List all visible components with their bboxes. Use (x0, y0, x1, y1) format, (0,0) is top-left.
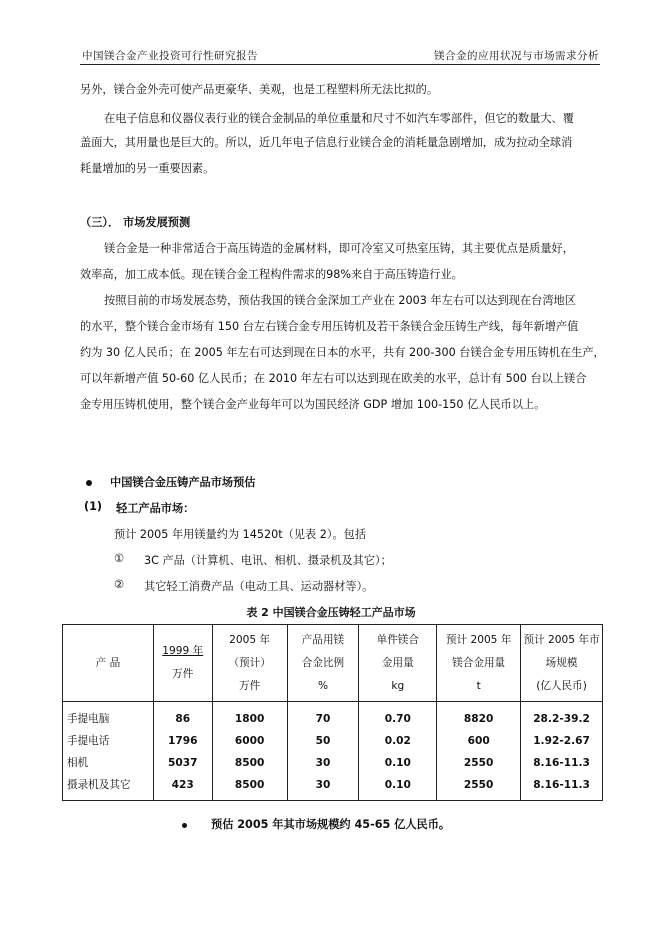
table-cell: 5037 (153, 752, 212, 774)
table-cell: 0.70 (359, 702, 437, 731)
header-rule (80, 64, 600, 65)
table-cell: 70 (287, 702, 359, 731)
table-cell: 2550 (437, 752, 521, 774)
paragraph-line: 另外，镁合金外壳可使产品更豪华、美观，也是工程塑料所无法比拟的。 (80, 83, 439, 96)
table-header-row (63, 625, 603, 702)
table-cell: 600 (437, 730, 521, 752)
table-cell: 8500 (212, 752, 287, 774)
table-cell: 8.16-11.3 (521, 752, 603, 774)
running-header-title: 中国镁合金产业投资可行性研究报告 (82, 50, 258, 62)
bullet-dot-icon (86, 480, 92, 486)
bullet-dot-icon (182, 823, 187, 828)
table-cell: 手提电脑 (63, 702, 154, 731)
table-row (63, 702, 603, 731)
table-row (63, 730, 603, 752)
section-heading: （三）． 市场发展预测 (80, 216, 191, 229)
footnote-bullet (182, 816, 450, 832)
footnote-text: 预估 2005 年其市场规模约 45-65 亿人民币。 (211, 818, 451, 831)
paragraph-line: 约为 30 亿人民币；在 2005 年左右可达到现在日本的水平，共有 200-300 台镁合金专用压铸机在生产， (80, 346, 605, 359)
paragraph-line: 金专用压铸机使用，整个镁合金产业每年可以为国民经济 GDP 增加 100-150 亿人民币以上。 (80, 398, 546, 411)
list-item-number: ② (114, 578, 125, 591)
table-cell: 423 (153, 774, 212, 801)
table-cell: 1796 (153, 730, 212, 752)
table-cell: 0.10 (359, 774, 437, 801)
table-cell: 2550 (437, 774, 521, 801)
header-1999: 1999 年 万件 (153, 625, 212, 702)
header-ratio: 产品用镁 合金比例 % (287, 625, 359, 702)
paragraph-line: 在电子信息和仪器仪表行业的镁合金制品的单位重量和尺寸不如汽车零部件，但它的数量大、覆 (104, 112, 574, 125)
subsection-number: (1) (84, 500, 103, 513)
bullet-heading-text: 中国镁合金压铸产品市场预估 (110, 476, 256, 489)
table-cell: 30 (287, 774, 359, 801)
paragraph-line: 按照目前的市场发展态势，预估我国的镁合金深加工产业在 2003 年左右可以达到现在台湾地区 (104, 294, 576, 307)
running-header-chapter: 镁合金的应用状况与市场需求分析 (434, 50, 599, 62)
table-cell: 8.16-11.3 (521, 774, 603, 801)
table-cell: 手提电话 (63, 730, 154, 752)
paragraph-line: 可以年新增产值 50-60 亿人民币；在 2010 年左右可以达到现在欧美的水平，总计有 500 台以上镁合 (80, 372, 587, 385)
table-cell: 8500 (212, 774, 287, 801)
table-cell: 6000 (212, 730, 287, 752)
paragraph-line: 镁合金是一种非常适合于高压铸造的金属材料，即可冷室又可热室压铸，其主要优点是质量好， (104, 242, 574, 255)
table-cell: 1.92-2.67 (521, 730, 603, 752)
table-cell: 相机 (63, 752, 154, 774)
table-caption: 表 2 中国镁合金压铸轻工产品市场 (246, 606, 416, 619)
bullet-heading (86, 474, 255, 490)
market-table (62, 624, 603, 801)
list-item: 3C 产品（计算机、电讯、相机、摄录机及其它）； (144, 554, 392, 567)
paragraph-line: 的水平，整个镁合金市场有 150 台左右镁合金专用压铸机及若干条镁合金压铸生产线，每年新增产值 (80, 320, 579, 333)
paragraph-line: 耗量增加的另一重要因素。 (80, 162, 215, 175)
table-cell: 1800 (212, 702, 287, 731)
table-cell: 50 (287, 730, 359, 752)
table-cell: 28.2-39.2 (521, 702, 603, 731)
paragraph-line: 效率高，加工成本低。现在镁合金工程构件需求的98%来自于高压铸造行业。 (80, 268, 463, 281)
header-unit-usage: 单件镁合 金用量 kg (359, 625, 437, 702)
header-total-usage: 预计 2005 年 镁合金用量 t (437, 625, 521, 702)
paragraph-line: 盖面大，其用量也是巨大的。所以，近几年电子信息行业镁合金的消耗量急剧增加，成为拉动全球消 (80, 136, 573, 149)
list-item: 其它轻工消费产品（电动工具、运动器材等）。 (144, 580, 374, 593)
list-item-number: ① (114, 552, 125, 565)
table-cell: 8820 (437, 702, 521, 731)
table-cell: 0.10 (359, 752, 437, 774)
paragraph-line: 预计 2005 年用镁量约为 14520t（见表 2）。包括 (114, 528, 367, 541)
table-cell: 摄录机及其它 (63, 774, 154, 801)
header-2005: 2005 年 （预计） 万件 (212, 625, 287, 702)
table-cell: 30 (287, 752, 359, 774)
header-product: 产 品 (63, 625, 154, 702)
table-cell: 86 (153, 702, 212, 731)
subsection-heading: 轻工产品市场： (116, 502, 195, 515)
table-row (63, 752, 603, 774)
table-row (63, 774, 603, 801)
table-cell: 0.02 (359, 730, 437, 752)
header-market-size: 预计 2005 年市 场规模 (亿人民币) (521, 625, 603, 702)
